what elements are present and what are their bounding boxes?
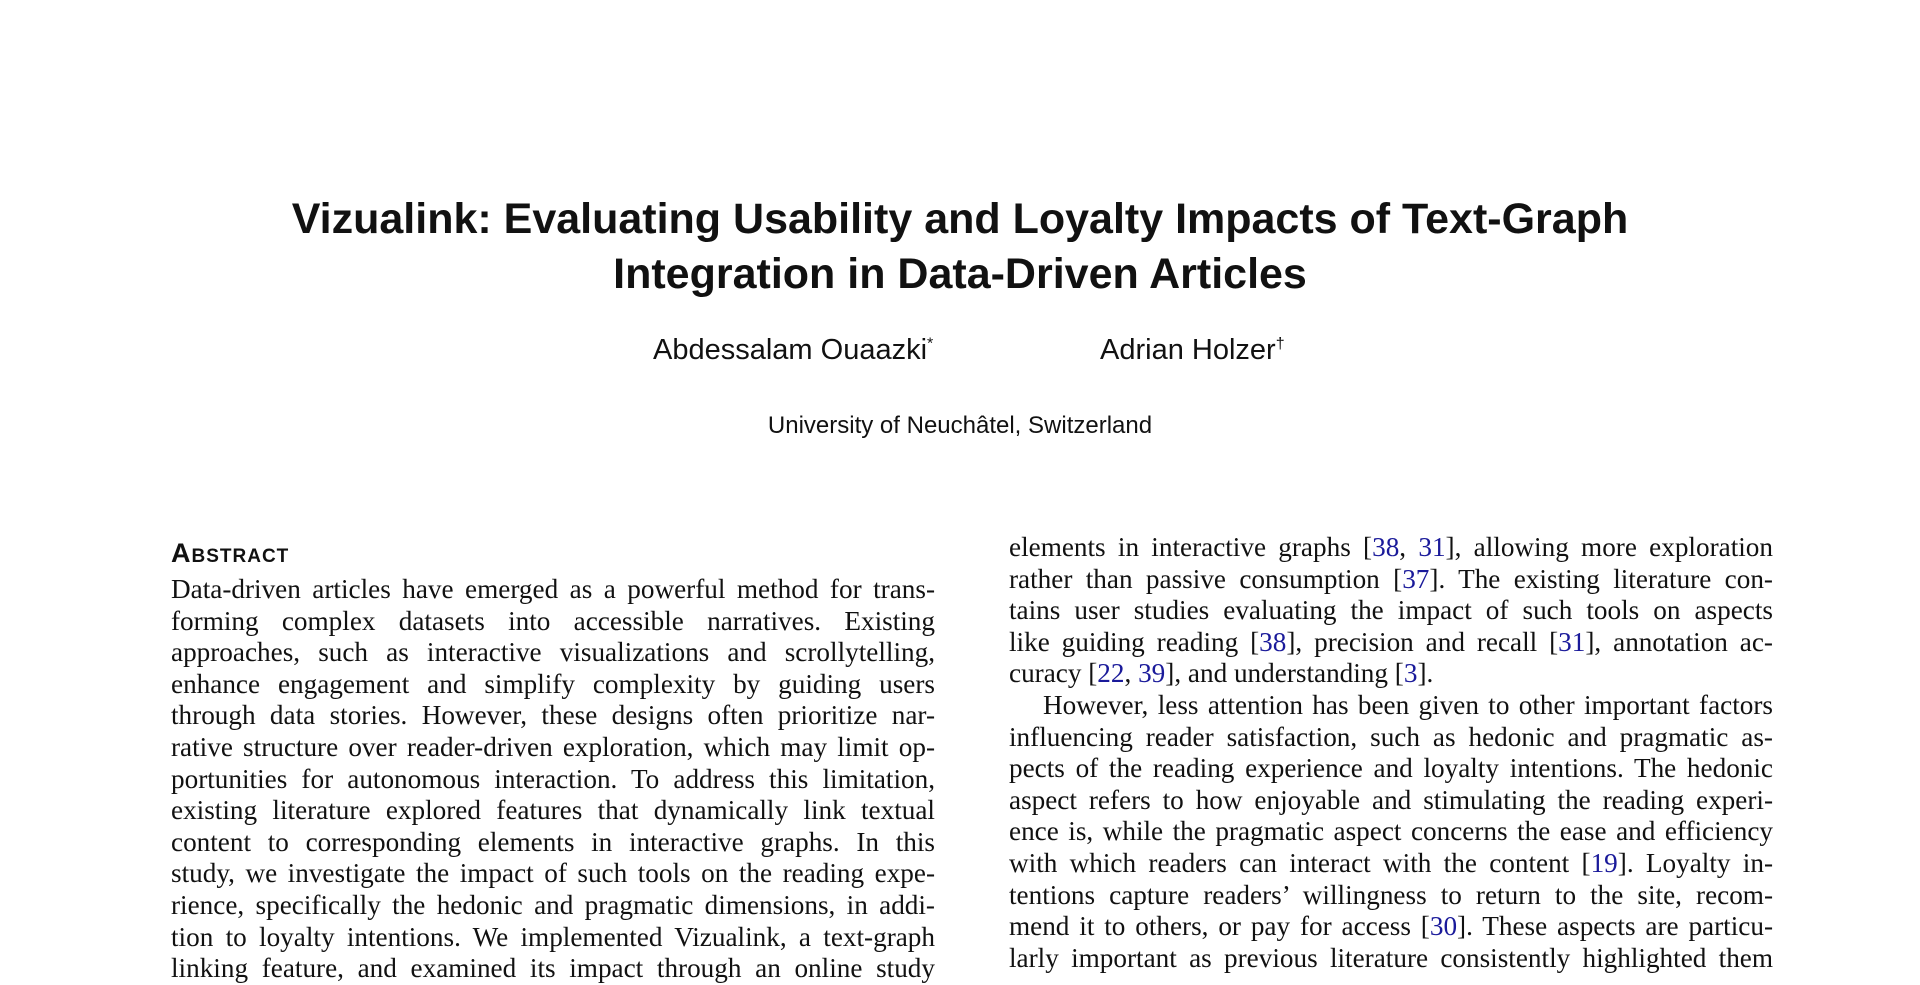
citation-link[interactable]: 30 (1429, 911, 1458, 942)
author-1 (653, 332, 933, 368)
text-line: existing literature explored features that dynamically link textual (171, 795, 935, 826)
text-line: linking feature, and examined its impact through an online study (171, 953, 935, 984)
text-line: However, less attention has been given to other important factors (1043, 689, 1773, 720)
author-footnote-mark: † (1275, 335, 1285, 353)
text-line: enhance engagement and simplify complexity by guiding users (171, 668, 935, 699)
text-line: elements in interactive graphs [38, 31], allowing more exploration (1009, 532, 1773, 562)
paragraph-2 (1009, 690, 1773, 974)
author-name: Adrian Holzer (1100, 334, 1276, 366)
author-2 (1100, 332, 1285, 368)
text-line: rather than passive consumption [37]. The existing literature con- (1009, 563, 1773, 594)
text-line: forming complex datasets into accessible narratives. Existing (171, 605, 935, 636)
text-line: influencing reader satisfaction, such as hedonic and pragmatic as- (1009, 721, 1773, 752)
text-line: study, we investigate the impact of such tools on the reading expe- (171, 858, 935, 889)
text-line: like guiding reading [38], precision and recall [31], annotation ac- (1009, 626, 1773, 657)
citation-link[interactable]: 37 (1402, 563, 1430, 594)
citation-link[interactable]: 22 (1097, 658, 1125, 689)
paper-title (0, 192, 1920, 302)
right-column (1009, 532, 1773, 974)
citation-link[interactable]: 38 (1372, 532, 1400, 562)
text-line: rience, specifically the hedonic and pragmatic dimensions, in addi- (171, 889, 935, 920)
citation-link[interactable]: 31 (1418, 532, 1446, 562)
text-line: curacy [22, 39], and understanding [3]. (1009, 658, 1434, 689)
text-line: tentions capture readers’ willingness to return to the site, recom- (1009, 879, 1773, 910)
text-line: tains user studies evaluating the impact of such tools on aspects (1009, 595, 1773, 626)
text-line: Data-driven articles have emerged as a powerful method for trans- (171, 574, 935, 604)
left-column (171, 532, 935, 985)
abstract-heading: Abstract (171, 538, 290, 568)
text-line: larly important as previous literature consistently highlighted them (1009, 942, 1773, 973)
citation-link[interactable]: 38 (1259, 626, 1287, 657)
text-line: aspect refers to how enjoyable and stimulating the reading experi- (1009, 784, 1773, 815)
citation-link[interactable]: 3 (1403, 658, 1418, 689)
paragraph-1 (1009, 532, 1773, 690)
author-footnote-mark: * (927, 335, 934, 353)
title-line-2: Integration in Data-Driven Articles (613, 250, 1307, 298)
abstract-body (171, 574, 935, 985)
citation-link[interactable]: 39 (1138, 658, 1166, 689)
text-line: tion to loyalty intentions. We implemented Vizualink, a text-graph (171, 921, 935, 952)
citation-link[interactable]: 31 (1558, 626, 1586, 657)
text-line: mend it to others, or pay for access [30]. These aspects are particu- (1009, 911, 1773, 942)
text-line: rative structure over reader-driven exploration, which may limit op- (171, 731, 935, 762)
title-line-1: Vizualink: Evaluating Usability and Loyalty Impacts of Text-Graph (291, 195, 1629, 243)
affiliation: University of Neuchâtel, Switzerland (767, 412, 1153, 439)
text-line: portunities for autonomous interaction. To address this limitation, (171, 763, 935, 794)
citation-link[interactable]: 19 (1590, 847, 1618, 878)
text-line: pects of the reading experience and loyalty intentions. The hedonic (1009, 753, 1773, 784)
text-line: approaches, such as interactive visualizations and scrollytelling, (171, 637, 935, 668)
author-name: Abdessalam Ouaazki (653, 334, 928, 366)
text-line: through data stories. However, these designs often prioritize nar- (171, 700, 935, 731)
text-line: ence is, while the pragmatic aspect concerns the ease and efficiency (1009, 816, 1773, 847)
text-line: with which readers can interact with the content [19]. Loyalty in- (1009, 847, 1773, 878)
text-line: content to corresponding elements in interactive graphs. In this (171, 826, 935, 857)
